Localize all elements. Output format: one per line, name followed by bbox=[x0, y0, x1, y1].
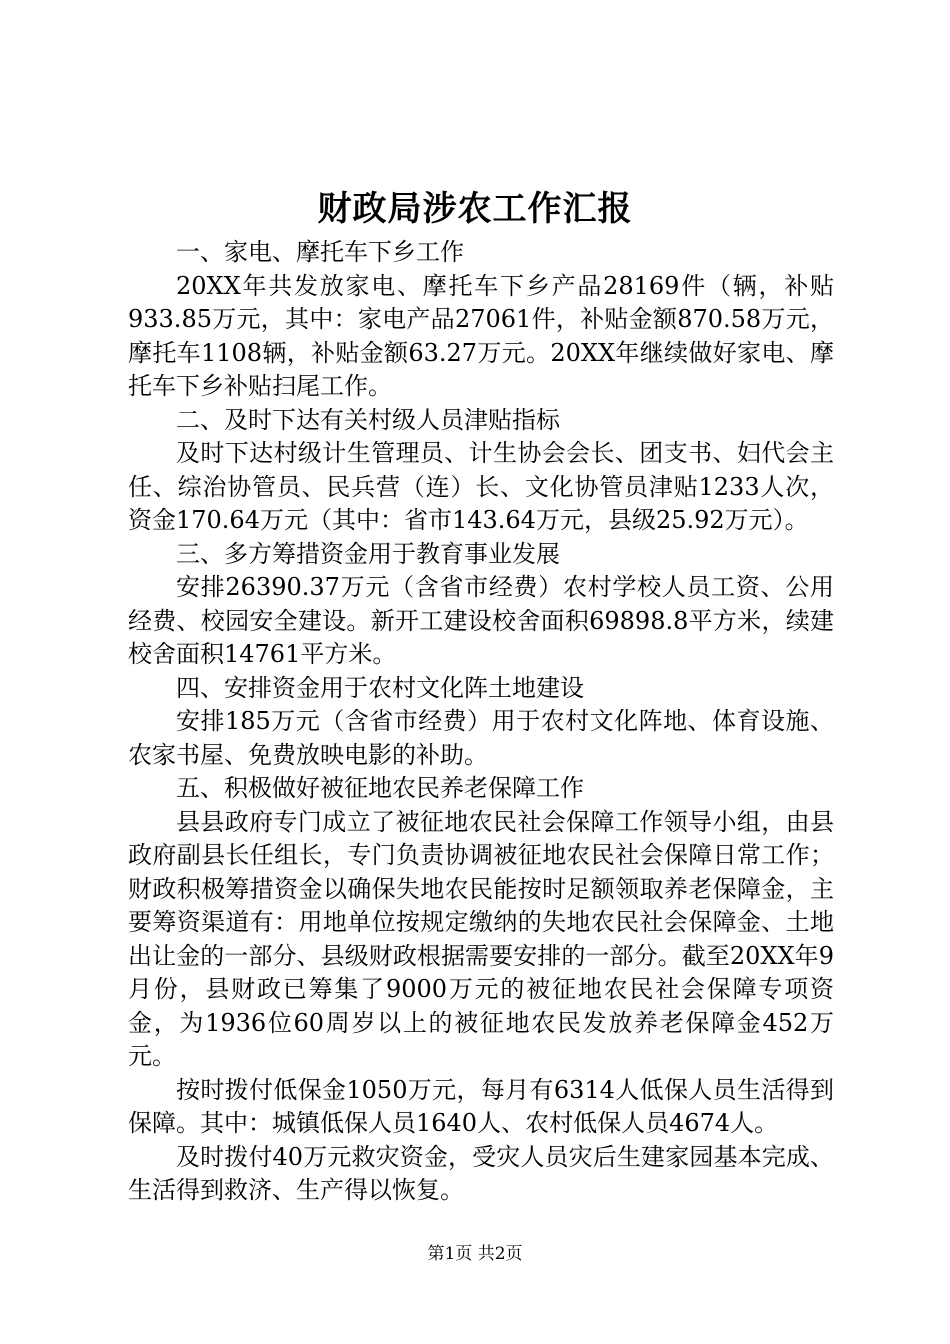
paragraph: 及时拨付40万元救灾资金，受灾人员灾后生建家园基本完成、生活得到救济、生产得以恢复。 bbox=[128, 1142, 834, 1204]
section-heading-4: 四、安排资金用于农村文化阵土地建设 bbox=[176, 673, 584, 702]
paragraph: 安排26390.37万元（含省市经费）农村学校人员工资、公用经费、校园安全建设。新开工建设校舍面积69898.8平方米，续建校舍面积14761平方米。 bbox=[128, 573, 834, 668]
paragraph: 安排185万元（含省市经费）用于农村文化阵地、体育设施、农家书屋、免费放映电影的补助。 bbox=[128, 707, 834, 769]
paragraph: 20XX年共发放家电、摩托车下乡产品28169件（辆，补贴933.85万元，其中：家电产品27061件，补贴金额870.58万元，摩托车1108辆，补贴金额63.27万元。20XX年继续做好家电、摩托车下乡补贴扫尾工作。 bbox=[128, 271, 834, 400]
section-heading-5: 五、积极做好被征地农民养老保障工作 bbox=[176, 774, 584, 802]
section-heading-2: 二、及时下达有关村级人员津贴指标 bbox=[176, 405, 560, 434]
document-body bbox=[128, 236, 834, 1208]
section-heading-1: 一、家电、摩托车下乡工作 bbox=[176, 238, 464, 266]
page-number-footer: 第1页 共2页 bbox=[427, 1244, 523, 1264]
paragraph: 县县政府专门成立了被征地农民社会保障工作领导小组，由县政府副县长任组长，专门负责协调被征地农民社会保障日常工作；财政积极筹措资金以确保失地农民能按时足额领取养老保障金，主要筹资渠道有：用地单位按规定缴纳的失地农民社会保障金、土地出让金的一部分、县级财政根据需要安排的一部分。截至20XX年9月份，县财政已筹集了9000万元的被征地农民社会保障专项资金，为1936位60周岁以上的被征地农民发放养老保障金452万元。 bbox=[128, 807, 834, 1070]
document-title: 财政局涉农工作汇报 bbox=[317, 189, 633, 229]
section-heading-3: 三、多方筹措资金用于教育事业发展 bbox=[176, 539, 560, 568]
paragraph: 按时拨付低保金1050万元，每月有6314人低保人员生活得到保障。其中：城镇低保人员1640人、农村低保人员4674人。 bbox=[128, 1075, 834, 1137]
paragraph: 及时下达村级计生管理员、计生协会会长、团支书、妇代会主任、综治协管员、民兵营（连）长、文化协管员津贴1233人次，资金170.64万元（其中：省市143.64万元，县级25.92万元）。 bbox=[128, 439, 834, 534]
